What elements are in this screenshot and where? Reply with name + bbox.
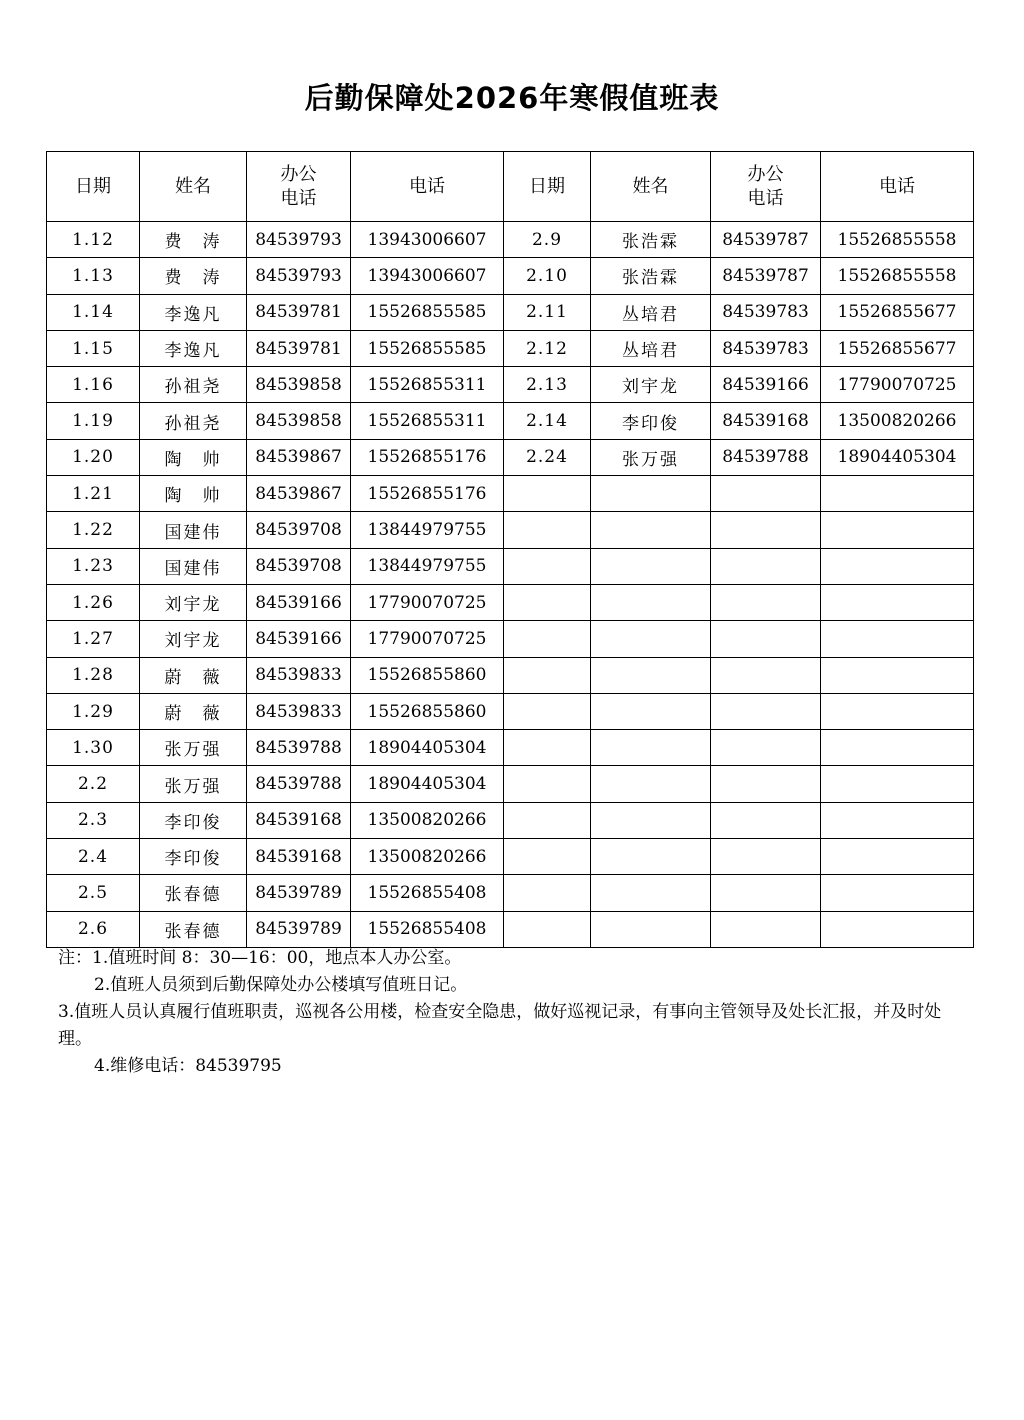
right-name-cell: 丛培君	[591, 330, 711, 366]
header-office-line1: 办公	[280, 163, 317, 185]
left-date-cell: 1.30	[47, 730, 140, 766]
right-date-cell	[504, 911, 591, 947]
right-name-cell: 丛培君	[591, 294, 711, 330]
left-date-cell: 1.15	[47, 330, 140, 366]
left-office-phone-cell: 84539168	[247, 839, 351, 875]
right-name-cell	[591, 476, 711, 512]
left-office-phone-cell: 84539708	[247, 548, 351, 584]
left-name-cell: 张万强	[140, 766, 247, 802]
left-date-cell: 1.13	[47, 258, 140, 294]
header-phone-right: 电话	[821, 152, 974, 222]
left-name-cell: 孙祖尧	[140, 403, 247, 439]
left-office-phone-cell: 84539833	[247, 693, 351, 729]
right-name-cell	[591, 730, 711, 766]
left-date-cell: 2.4	[47, 839, 140, 875]
duty-table	[46, 151, 974, 948]
left-date-cell: 1.14	[47, 294, 140, 330]
right-mobile-phone-cell	[821, 730, 974, 766]
right-name-cell: 刘宇龙	[591, 367, 711, 403]
left-office-phone-cell: 84539166	[247, 584, 351, 620]
left-date-cell: 1.28	[47, 657, 140, 693]
right-office-phone-cell: 84539166	[711, 367, 821, 403]
header-office-left	[247, 152, 351, 222]
left-date-cell: 2.2	[47, 766, 140, 802]
left-office-phone-cell: 84539788	[247, 730, 351, 766]
right-mobile-phone-cell	[821, 875, 974, 911]
table-row	[47, 657, 974, 693]
table-row	[47, 875, 974, 911]
left-date-cell: 2.3	[47, 802, 140, 838]
left-office-phone-cell: 84539781	[247, 294, 351, 330]
right-mobile-phone-cell	[821, 766, 974, 802]
left-date-cell: 1.29	[47, 693, 140, 729]
table-row	[47, 258, 974, 294]
left-office-phone-cell: 84539867	[247, 439, 351, 475]
header-office-right	[711, 152, 821, 222]
right-mobile-phone-cell	[821, 512, 974, 548]
note-line-1: 注：1.值班时间 8：30—16：00，地点本人办公室。	[58, 948, 462, 968]
right-mobile-phone-cell: 13500820266	[821, 403, 974, 439]
left-mobile-phone-cell: 17790070725	[351, 621, 504, 657]
left-office-phone-cell: 84539166	[247, 621, 351, 657]
right-date-cell	[504, 730, 591, 766]
right-name-cell	[591, 766, 711, 802]
right-mobile-phone-cell	[821, 839, 974, 875]
left-name-cell: 陶 帅	[140, 476, 247, 512]
right-office-phone-cell	[711, 512, 821, 548]
left-office-phone-cell: 84539858	[247, 367, 351, 403]
right-office-phone-cell	[711, 584, 821, 620]
right-date-cell: 2.12	[504, 330, 591, 366]
right-date-cell: 2.24	[504, 439, 591, 475]
right-mobile-phone-cell	[821, 548, 974, 584]
left-name-cell: 陶 帅	[140, 439, 247, 475]
right-name-cell: 张浩霖	[591, 222, 711, 258]
left-mobile-phone-cell: 13943006607	[351, 258, 504, 294]
header-date-left: 日期	[47, 152, 140, 222]
left-name-cell: 张春德	[140, 875, 247, 911]
left-mobile-phone-cell: 15526855585	[351, 330, 504, 366]
right-mobile-phone-cell: 15526855558	[821, 222, 974, 258]
table-row	[47, 621, 974, 657]
right-name-cell	[591, 802, 711, 838]
right-office-phone-cell: 84539783	[711, 330, 821, 366]
right-office-phone-cell	[711, 548, 821, 584]
left-name-cell: 李印俊	[140, 839, 247, 875]
left-office-phone-cell: 84539858	[247, 403, 351, 439]
duty-table-body	[47, 222, 974, 948]
left-name-cell: 费 涛	[140, 222, 247, 258]
right-name-cell	[591, 548, 711, 584]
note-line-3: 3.值班人员认真履行值班职责，巡视各公用楼，检查安全隐患，做好巡视记录，有事向主管领导及处长汇报，并及时处理。	[58, 1002, 942, 1049]
table-row	[47, 802, 974, 838]
table-row	[47, 439, 974, 475]
table-header-row	[47, 152, 974, 222]
left-office-phone-cell: 84539867	[247, 476, 351, 512]
table-row	[47, 911, 974, 947]
left-name-cell: 李逸凡	[140, 294, 247, 330]
table-row	[47, 548, 974, 584]
right-mobile-phone-cell: 17790070725	[821, 367, 974, 403]
left-name-cell: 费 涛	[140, 258, 247, 294]
left-mobile-phone-cell: 18904405304	[351, 730, 504, 766]
table-row	[47, 476, 974, 512]
left-office-phone-cell: 84539781	[247, 330, 351, 366]
left-office-phone-cell: 84539793	[247, 222, 351, 258]
left-office-phone-cell: 84539789	[247, 875, 351, 911]
table-row	[47, 766, 974, 802]
note-line-4: 4.维修电话：84539795	[94, 1056, 282, 1076]
right-mobile-phone-cell	[821, 802, 974, 838]
right-name-cell: 张浩霖	[591, 258, 711, 294]
table-row	[47, 584, 974, 620]
right-date-cell	[504, 512, 591, 548]
left-mobile-phone-cell: 15526855176	[351, 439, 504, 475]
right-date-cell	[504, 693, 591, 729]
right-name-cell	[591, 875, 711, 911]
right-mobile-phone-cell: 18904405304	[821, 439, 974, 475]
right-date-cell	[504, 766, 591, 802]
right-name-cell	[591, 621, 711, 657]
right-office-phone-cell	[711, 875, 821, 911]
right-office-phone-cell	[711, 476, 821, 512]
right-office-phone-cell: 84539787	[711, 258, 821, 294]
left-date-cell: 1.20	[47, 439, 140, 475]
page-title: 后勤保障处2026年寒假值班表	[304, 81, 720, 115]
table-row	[47, 330, 974, 366]
right-name-cell	[591, 584, 711, 620]
right-name-cell: 张万强	[591, 439, 711, 475]
left-mobile-phone-cell: 15526855311	[351, 403, 504, 439]
left-name-cell: 张春德	[140, 911, 247, 947]
left-name-cell: 李逸凡	[140, 330, 247, 366]
left-office-phone-cell: 84539789	[247, 911, 351, 947]
right-date-cell	[504, 621, 591, 657]
left-mobile-phone-cell: 18904405304	[351, 766, 504, 802]
left-mobile-phone-cell: 15526855408	[351, 875, 504, 911]
left-mobile-phone-cell: 15526855176	[351, 476, 504, 512]
right-date-cell	[504, 657, 591, 693]
right-office-phone-cell	[711, 766, 821, 802]
right-date-cell	[504, 875, 591, 911]
left-name-cell: 国建伟	[140, 512, 247, 548]
right-office-phone-cell	[711, 657, 821, 693]
right-name-cell	[591, 693, 711, 729]
right-date-cell	[504, 584, 591, 620]
left-date-cell: 2.6	[47, 911, 140, 947]
header-name-left: 姓名	[140, 152, 247, 222]
left-date-cell: 1.23	[47, 548, 140, 584]
header-office-line2: 电话	[747, 187, 784, 209]
right-office-phone-cell	[711, 730, 821, 766]
header-name-right: 姓名	[591, 152, 711, 222]
right-office-phone-cell: 84539168	[711, 403, 821, 439]
table-row	[47, 222, 974, 258]
right-name-cell	[591, 839, 711, 875]
left-name-cell: 张万强	[140, 730, 247, 766]
header-phone-left: 电话	[351, 152, 504, 222]
left-mobile-phone-cell: 15526855860	[351, 693, 504, 729]
table-row	[47, 730, 974, 766]
right-name-cell: 李印俊	[591, 403, 711, 439]
right-office-phone-cell	[711, 839, 821, 875]
right-date-cell: 2.10	[504, 258, 591, 294]
right-date-cell	[504, 476, 591, 512]
right-mobile-phone-cell: 15526855558	[821, 258, 974, 294]
right-office-phone-cell	[711, 911, 821, 947]
left-date-cell: 1.12	[47, 222, 140, 258]
left-date-cell: 1.21	[47, 476, 140, 512]
table-row	[47, 839, 974, 875]
right-office-phone-cell	[711, 802, 821, 838]
left-mobile-phone-cell: 15526855860	[351, 657, 504, 693]
left-name-cell: 蔚 薇	[140, 693, 247, 729]
left-mobile-phone-cell: 13943006607	[351, 222, 504, 258]
table-row	[47, 512, 974, 548]
left-mobile-phone-cell: 13500820266	[351, 839, 504, 875]
right-mobile-phone-cell	[821, 911, 974, 947]
left-name-cell: 国建伟	[140, 548, 247, 584]
right-mobile-phone-cell: 15526855677	[821, 294, 974, 330]
right-mobile-phone-cell	[821, 476, 974, 512]
left-mobile-phone-cell: 17790070725	[351, 584, 504, 620]
right-office-phone-cell: 84539783	[711, 294, 821, 330]
right-date-cell: 2.13	[504, 367, 591, 403]
left-mobile-phone-cell: 15526855408	[351, 911, 504, 947]
right-date-cell	[504, 548, 591, 584]
left-office-phone-cell: 84539788	[247, 766, 351, 802]
header-office-line2: 电话	[280, 187, 317, 209]
notes	[58, 945, 970, 1080]
table-row	[47, 294, 974, 330]
right-date-cell	[504, 839, 591, 875]
right-date-cell	[504, 802, 591, 838]
left-date-cell: 1.26	[47, 584, 140, 620]
table-row	[47, 403, 974, 439]
left-office-phone-cell: 84539168	[247, 802, 351, 838]
left-office-phone-cell: 84539708	[247, 512, 351, 548]
right-office-phone-cell: 84539787	[711, 222, 821, 258]
left-office-phone-cell: 84539793	[247, 258, 351, 294]
right-mobile-phone-cell	[821, 584, 974, 620]
left-date-cell: 1.22	[47, 512, 140, 548]
right-date-cell: 2.9	[504, 222, 591, 258]
left-office-phone-cell: 84539833	[247, 657, 351, 693]
left-mobile-phone-cell: 15526855311	[351, 367, 504, 403]
right-office-phone-cell: 84539788	[711, 439, 821, 475]
right-date-cell: 2.14	[504, 403, 591, 439]
note-line-2: 2.值班人员须到后勤保障处办公楼填写值班日记。	[94, 975, 468, 995]
header-date-right: 日期	[504, 152, 591, 222]
left-mobile-phone-cell: 13844979755	[351, 512, 504, 548]
right-mobile-phone-cell: 15526855677	[821, 330, 974, 366]
left-date-cell: 1.19	[47, 403, 140, 439]
right-mobile-phone-cell	[821, 621, 974, 657]
left-name-cell: 刘宇龙	[140, 584, 247, 620]
left-date-cell: 2.5	[47, 875, 140, 911]
left-date-cell: 1.27	[47, 621, 140, 657]
right-date-cell: 2.11	[504, 294, 591, 330]
right-name-cell	[591, 512, 711, 548]
table-row	[47, 367, 974, 403]
right-office-phone-cell	[711, 621, 821, 657]
left-name-cell: 孙祖尧	[140, 367, 247, 403]
right-mobile-phone-cell	[821, 657, 974, 693]
header-office-line1: 办公	[747, 163, 784, 185]
left-mobile-phone-cell: 13844979755	[351, 548, 504, 584]
right-name-cell	[591, 657, 711, 693]
left-name-cell: 蔚 薇	[140, 657, 247, 693]
left-mobile-phone-cell: 13500820266	[351, 802, 504, 838]
right-name-cell	[591, 911, 711, 947]
left-name-cell: 刘宇龙	[140, 621, 247, 657]
left-name-cell: 李印俊	[140, 802, 247, 838]
left-date-cell: 1.16	[47, 367, 140, 403]
right-office-phone-cell	[711, 693, 821, 729]
left-mobile-phone-cell: 15526855585	[351, 294, 504, 330]
right-mobile-phone-cell	[821, 693, 974, 729]
table-row	[47, 693, 974, 729]
